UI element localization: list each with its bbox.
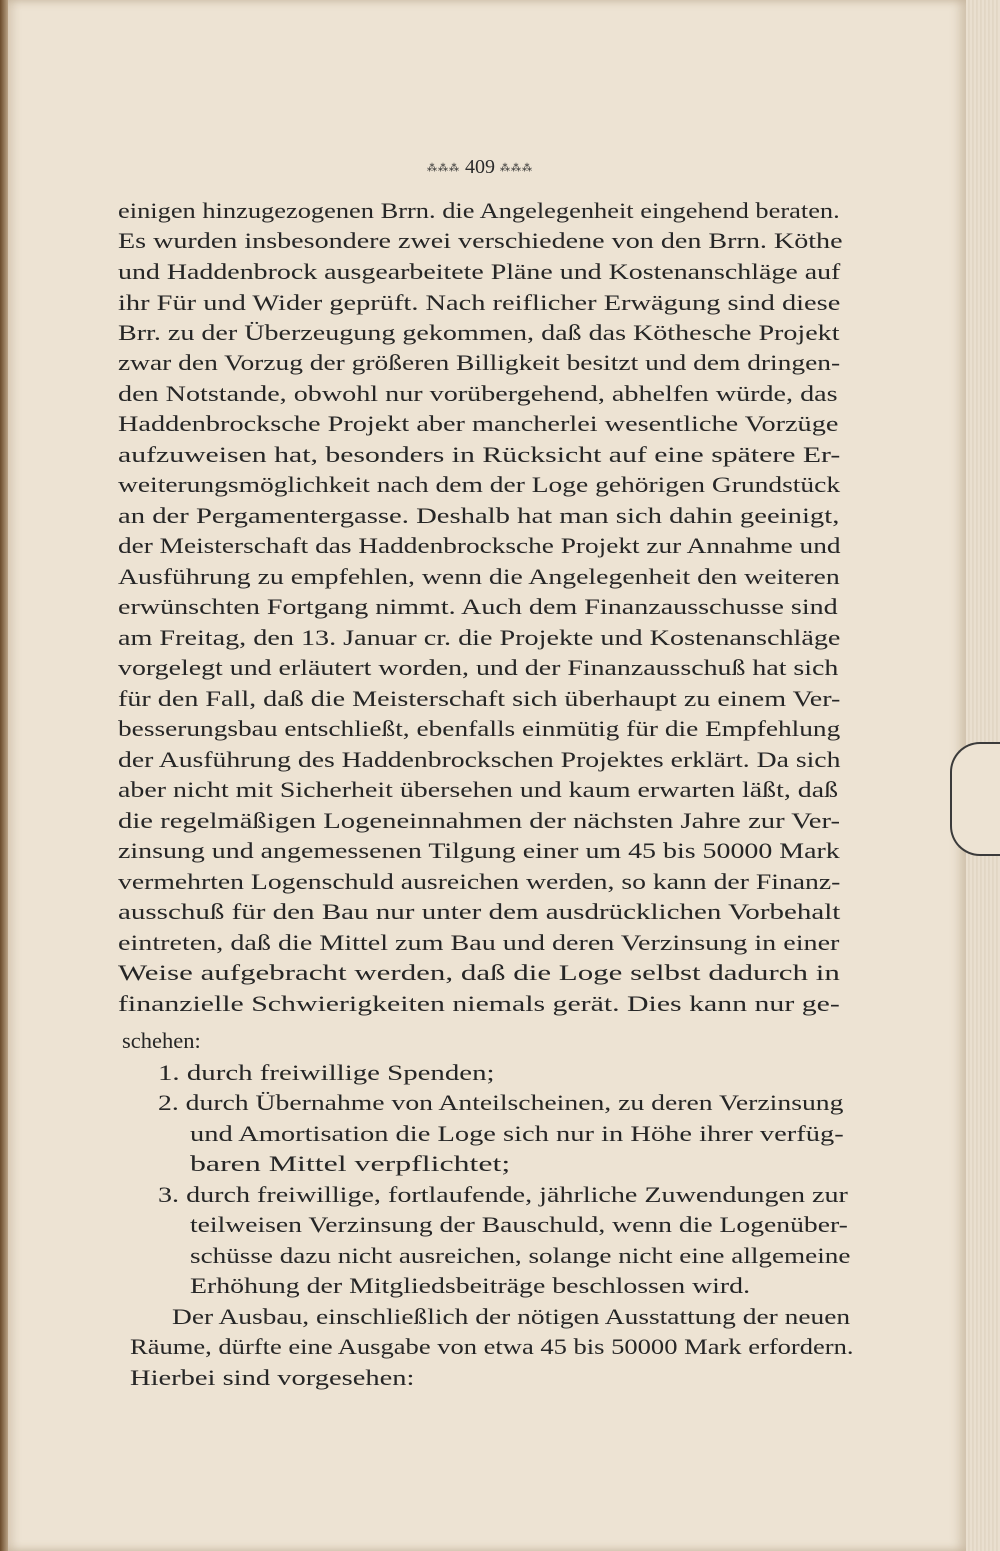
text-line: am Freitag, den 13. Januar cr. die Projekte und Kostenanschläge [118,625,841,650]
text-line: Brr. zu der Überzeugung gekommen, daß das Köthesche Projekt [118,320,840,345]
list-item: 3. durch freiwillige, fortlaufende, jährliche Zuwendungen zur [158,1182,848,1207]
header-ornament-left: ⁂⁂⁂ [427,162,460,174]
text-line: zinsung und angemessenen Tilgung einer um 45 bis 50000 Mark [118,838,840,863]
text-line: Hierbei sind vorgesehen: [130,1365,415,1390]
text-line: erwünschten Fortgang nimmt. Auch dem Finanzausschusse sind [118,594,838,619]
text-line: der Ausführung des Haddenbrockschen Projektes erklärt. Da sich [118,747,841,772]
text-line: finanzielle Schwierigkeiten niemals gerät. Dies kann nur ge- [118,991,840,1016]
text-line: schehen: [122,1028,201,1053]
page-header [400,156,560,179]
list-item-continuation: und Amortisation die Loge sich nur in Höhe ihrer verfüg- [190,1121,844,1146]
text-line: Der Ausbau, einschließlich der nötigen Ausstattung der neuen [172,1304,851,1329]
text-line: der Meisterschaft das Haddenbrocksche Projekt zur Annahme und [118,533,841,558]
page-edge-tab [950,742,1000,856]
text-line: ausschuß für den Bau nur unter dem ausdrücklichen Vorbehalt [118,899,841,924]
text-line: vermehrten Logenschuld ausreichen werden, so kann der Finanz- [118,869,841,894]
list-item-continuation: teilweisen Verzinsung der Bauschuld, wenn die Logenüber- [190,1212,848,1237]
text-line: eintreten, daß die Mittel zum Bau und deren Verzinsung in einer [118,930,840,955]
text-line: vorgelegt und erläutert worden, und der Finanzausschuß hat sich [118,655,839,680]
text-line: und Haddenbrock ausgearbeitete Pläne und Kostenanschläge auf [118,259,841,284]
header-ornament-right: ⁂⁂⁂ [500,162,533,174]
list-item: 2. durch Übernahme von Anteilscheinen, zu deren Verzinsung [158,1090,844,1115]
text-line: Weise aufgebracht werden, daß die Loge selbst dadurch in [118,960,840,985]
list-item-continuation: schüsse dazu nicht ausreichen, solange nicht eine allgemeine [190,1243,851,1268]
text-line: einigen hinzugezogenen Brrn. die Angelegenheit eingehend beraten. [118,198,840,223]
text-line: Räume, dürfte eine Ausgabe von etwa 45 bis 50000 Mark erfordern. [130,1334,854,1359]
text-line: Ausführung zu empfehlen, wenn die Angelegenheit den weiteren [118,564,840,589]
text-line: Es wurden insbesondere zwei verschiedene von den Brrn. Köthe [118,228,843,253]
text-line: die regelmäßigen Logeneinnahmen der nächsten Jahre zur Ver- [118,808,841,833]
list-item-continuation: Erhöhung der Mitgliedsbeiträge beschlossen wird. [190,1273,751,1298]
text-line: zwar den Vorzug der größeren Billigkeit besitzt und dem dringen- [118,350,841,375]
text-line: für den Fall, daß die Meisterschaft sich überhaupt zu einem Ver- [118,686,841,711]
page-number: 409 [465,156,495,178]
text-line: aber nicht mit Sicherheit übersehen und kaum erwarten läßt, daß [118,777,839,802]
list-item-continuation: baren Mittel verpflichtet; [190,1151,511,1176]
list-item: 1. durch freiwillige Spenden; [158,1060,495,1085]
text-line: an der Pergamentergasse. Deshalb hat man sich dahin geeinigt, [118,503,840,528]
text-line: ihr Für und Wider geprüft. Nach reiflicher Erwägung sind diese [118,290,841,315]
text-line: den Notstande, obwohl nur vorübergehend, abhelfen würde, das [118,381,838,406]
text-line: Haddenbrocksche Projekt aber mancherlei wesentliche Vorzüge [118,411,839,436]
text-line: aufzuweisen hat, besonders in Rücksicht auf eine spätere Er- [118,442,841,467]
text-line: besserungsbau entschließt, ebenfalls einmütig für die Empfehlung [118,716,841,741]
text-line: weiterungsmöglichkeit nach dem der Loge gehörigen Grundstück [118,472,841,497]
